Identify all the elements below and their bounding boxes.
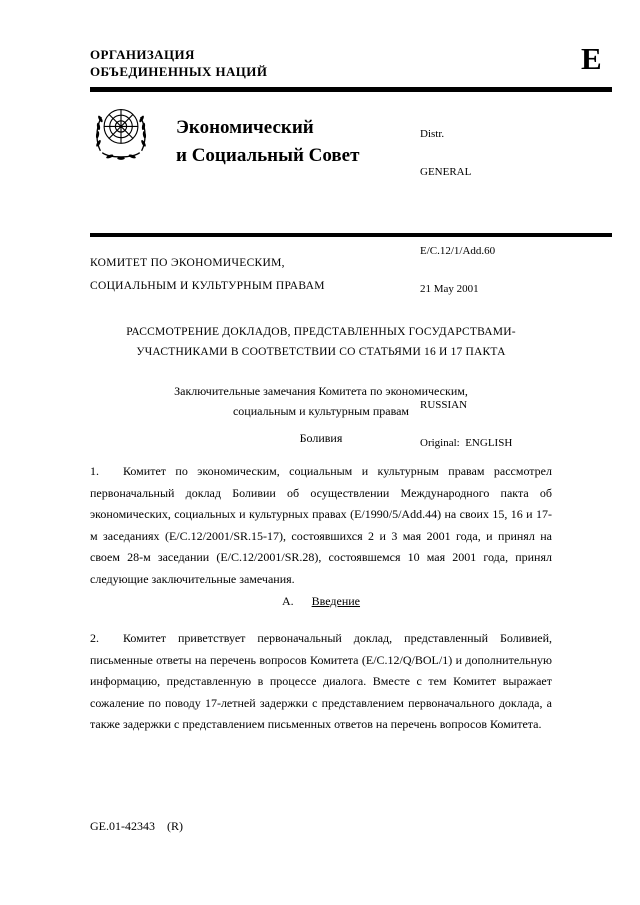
- org-name: [90, 46, 267, 80]
- council-title-line1: Экономический: [176, 117, 314, 138]
- paragraph-2: [90, 628, 552, 736]
- masthead-divider-rule: [90, 233, 612, 237]
- paragraph-1-text: Комитет по экономическим, социальным и культурным правам рассмотрел первоначальный доклад Боливии об осуществлении Международного пакта об экономических, социальных и культурных правах (E/1990/5/Add.44) на своих 15, 16 и 17-м заседаниях (E/C.12/2001/SR.15-17), состоявшихся 2 и 3 мая 2001 года, и принял на своем 28-м заседании (E/C.12/2001/SR.28), состоявшемся 10 мая 2001 года, принял следующие заключительные замечания.: [90, 464, 552, 586]
- document-title-line2: УЧАСТНИКАМИ В СООТВЕТСТВИИ СО СТАТЬЯМИ 16 И 17 ПАКТА: [136, 346, 506, 358]
- distr-value: GENERAL: [420, 165, 472, 178]
- org-name-line1: ОРГАНИЗАЦИЯ: [90, 47, 195, 62]
- committee-name-line2: СОЦИАЛЬНЫМ И КУЛЬТУРНЫМ ПРАВАМ: [90, 280, 325, 292]
- committee-name-line1: КОМИТЕТ ПО ЭКОНОМИЧЕСКИМ,: [90, 257, 285, 269]
- paragraph-2-text: Комитет приветствует первоначальный доклад, представленный Боливией, письменные ответы на перечень вопросов Комитета (E/C.12/Q/BOL/1) и дополнительную информацию, представленную в процессе диалога. Вместе с тем Комитет выражает сожаление по поводу 17-летней задержки с представлением первоначального доклада, а также задержки с представлением письменных ответов на перечень вопросов Комитета.: [90, 631, 552, 731]
- un-emblem-icon: [91, 100, 151, 166]
- section-a-heading: [90, 594, 552, 609]
- section-a-label: A.: [281, 594, 294, 608]
- council-title-line2: и Социальный Совет: [176, 145, 360, 166]
- paragraph-2-number: 2.: [90, 631, 99, 645]
- doc-symbol: E/C.12/1/Add.60: [420, 245, 496, 257]
- document-reference-footer: GE.01-42343 (R): [90, 819, 183, 833]
- committee-name: [90, 252, 325, 298]
- document-series-letter: E: [581, 41, 602, 76]
- document-subtitle-line1: Заключительные замечания Комитета по экономическим,: [174, 384, 468, 398]
- council-title: [176, 114, 359, 170]
- section-a-title: Введение: [311, 594, 361, 608]
- doc-date: 21 May 2001: [420, 282, 479, 295]
- org-name-line2: ОБЪЕДИНЕННЫХ НАЦИЙ: [90, 64, 268, 79]
- doc-language: RUSSIAN: [420, 399, 468, 411]
- doc-original-language: Original: ENGLISH: [420, 436, 513, 449]
- paragraph-1: [90, 461, 552, 590]
- paragraph-1-number: 1.: [90, 464, 99, 478]
- document-title-line1: РАССМОТРЕНИЕ ДОКЛАДОВ, ПРЕДСТАВЛЕННЫХ ГОСУДАРСТВАМИ-: [126, 326, 516, 338]
- distr-label: Distr.: [420, 128, 445, 140]
- document-subtitle-line2: социальным и культурным правам: [232, 404, 410, 418]
- header-divider-rule: [90, 87, 612, 92]
- document-subtitle: [90, 381, 552, 421]
- document-title: [90, 322, 552, 362]
- country-heading: Боливия: [299, 431, 343, 445]
